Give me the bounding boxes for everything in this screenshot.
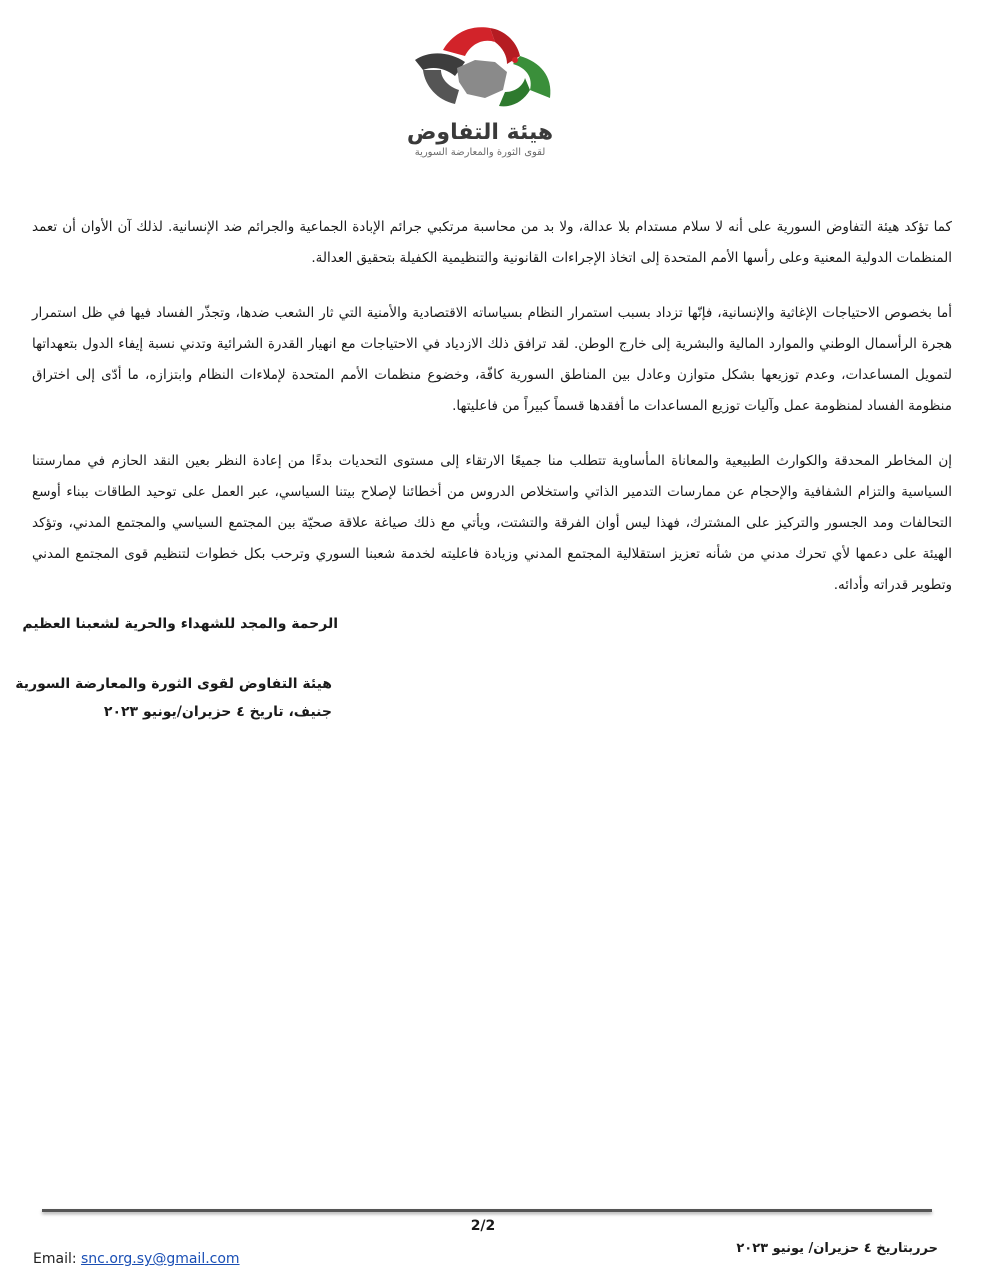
- footer-date: حرربتاريخ ٤ حزيران/ يونيو ٢٠٢٣: [736, 1241, 938, 1256]
- paragraph-humanitarian: أما بخصوص الاحتياجات الإغاثية والإنسانية، فإنّها تزداد بسبب استمرار النظام بسياساته الاقتصادية والأمنية التي ثار الشعب ضدها، وتجذّر الفساد فيها في ظل استمرار هجرة الرأسمال الوطني والموارد المالية والبشرية إلى خارج الوطن. لقد ترافق ذلك الازدياد في الاحتياجات مع انهيار القدرة الشرائية وتدني نسبة إيفاء الدول بتعهداتها لتمويل المساعدات، وعدم توزيعها بشكل متوازن وعادل بين المناطق السورية كافّة، وخضوع منظمات الأمم المتحدة لإملاءات النظام وابتزازه، ما أدّى إلى اختراق منظومة الفساد لمنظومة عمل وآليات توزيع المساعدات ما أفقدها قسماً كبيراً من فاعليتها.: [32, 305, 952, 414]
- document-body: [32, 212, 952, 625]
- paragraph-justice: كما تؤكد هيئة التفاوض السورية على أنه لا سلام مستدام بلا عدالة، ولا بد من محاسبة مرتكبي جرائم الإبادة الجماعية والجرائم ضد الإنسانية. لذلك آن الأوان أن تعمد المنظمات الدولية المعنية وعلى رأسها الأمم المتحدة إلى اتخاذ الإجراءات القانونية والتنظيمية الكفيلة بتحقيق العدالة.: [32, 219, 952, 266]
- signature-place-date: جنيف، تاريخ ٤ حزيران/يونيو ٢٠٢٣: [103, 704, 332, 720]
- logo-title: هيئة التفاوض: [406, 120, 554, 145]
- email-link[interactable]: snc.org.sy@gmail.com: [81, 1251, 240, 1267]
- email-label: Email:: [33, 1251, 77, 1267]
- page-number: 2/2: [470, 1218, 496, 1234]
- paragraph-challenges: إن المخاطر المحدقة والكوارث الطبيعية والمعاناة المأساوية تتطلب منا جميعًا الارتقاء إلى مستوى التحديات بدءًا من إعادة النظر بعين النقد الحازم في ممارستنا السياسية والتزام الشفافية والإحجام عن ممارسات التدمير الذاتي واستخلاص الدروس من أخطائنا لإصلاح بيتنا السياسي، عبر العمل على توحيد الطاقات ببناء أوسع التحالفات ومد الجسور والتركيز على المشترك، فهذا ليس أوان الفرقة والتشتت، ويأتي مع ذلك صياغة علاقة صحيّة بين المجتمع السياسي والمجتمع المدني، وتؤكد الهيئة على دعمها لأي تحرك مدني من شأنه تعزيز استقلالية المجتمع المدني وزيادة فاعليته لخدمة شعبنا السوري وترحب بكل خطوات لتنظيم قوى المجتمع المدني وتطوير قدراته وأدائه.: [32, 453, 952, 593]
- footer-email: [33, 1251, 240, 1267]
- syria-map-shape: [457, 60, 507, 98]
- organization-logo: [395, 20, 575, 165]
- star-emblem-icon: [395, 20, 565, 120]
- signature-organization: هيئة التفاوض لقوى الثورة والمعارضة السورية: [15, 676, 332, 692]
- logo-subtitle: لقوى الثورة والمعارضة السورية: [414, 147, 546, 158]
- logo-red-ribbon: [443, 27, 495, 56]
- footer-divider: [42, 1209, 932, 1212]
- closing-statement: الرحمة والمجد للشهداء والحرية لشعبنا العظيم: [22, 616, 338, 632]
- signature-block: [15, 670, 332, 726]
